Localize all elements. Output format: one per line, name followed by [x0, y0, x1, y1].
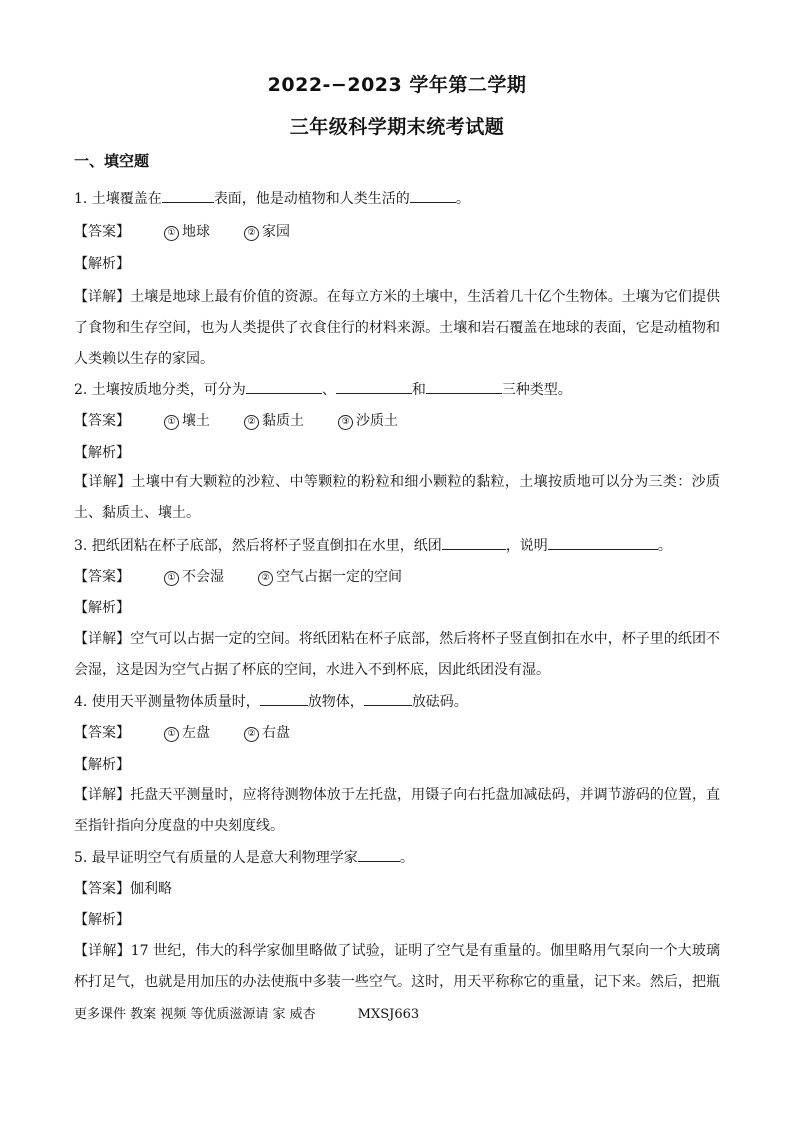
analysis-label: 【解析】 — [74, 600, 130, 616]
answer-item: ① 不会湿 — [164, 567, 224, 587]
question-1: 1. 土壤覆盖在 表面，他是动植物和人类生活的 。 — [74, 188, 470, 209]
answer-item: ① 地球 — [164, 222, 210, 242]
blank — [426, 379, 502, 394]
blank — [246, 379, 322, 394]
section-heading: 一、填空题 — [74, 152, 150, 170]
question-4: 4. 使用天平测量物体质量时， 放物体， 放砝码。 — [74, 691, 468, 712]
blank — [336, 379, 412, 394]
detail-4: 【详解】托盘天平测量时，应将待测物体放于左托盘，用镊子向右托盘加减砝码，并调节游码的位置，直至指针指向分度盘的中央刻度线。 — [74, 787, 721, 834]
detail-3: 【详解】空气可以占据一定的空间。将纸团粘在杯子底部，然后将杯子竖直倒扣在水中，杯子里的纸团不会湿，这是因为空气占据了杯底的空间，水进入不到杯底，因此纸团没有湿。 — [74, 631, 721, 678]
blank — [364, 691, 412, 706]
detail-1: 【详解】土壤是地球上最有价值的资源。在每立方米的土壤中，生活着几十亿个生物体。土壤为它们提供了食物和生存空间，也为人类提供了衣食住行的材料来源。土壤和岩石覆盖在地球的表面，它是动植物和人类赖以生存的家园。 — [74, 289, 721, 367]
detail-2: 【详解】土壤中有大颗粒的沙粒、中等颗粒的粉粒和细小颗粒的黏粒，土壤按质地可以分为三类：沙质土、黏质土、壤土。 — [74, 474, 721, 521]
question-2: 2. 土壤按质地分类，可分为 、 和 三种类型。 — [74, 379, 572, 400]
analysis-label: 【解析】 — [74, 256, 130, 272]
blank — [548, 535, 658, 550]
answer-item: ② 家园 — [244, 222, 290, 242]
answer-line-2 — [74, 411, 398, 431]
answer-line-4 — [74, 723, 290, 743]
exam-title: 三年级科学期末统考试题 — [289, 116, 505, 138]
analysis-label: 【解析】 — [74, 757, 130, 773]
answer-label: 【答案】 — [74, 413, 130, 429]
detail-5: 【详解】17 世纪，伟大的科学家伽里略做了试验，证明了空气是有重量的。伽里略用气泵向一个大玻璃杯打足气，也就是用加压的办法使瓶中多装一些空气。这时，用天平称称它的重量，记下来。然后，把瓶 — [74, 943, 720, 990]
answer-label: 【答案】 — [74, 224, 130, 240]
answer-item: ② 黏质土 — [244, 411, 304, 431]
answer-item: ② 右盘 — [244, 723, 290, 743]
answer-item: ③ 沙质土 — [338, 411, 398, 431]
analysis-label: 【解析】 — [74, 445, 130, 461]
blank — [410, 188, 456, 203]
question-5: 5. 最早证明空气有质量的人是意大利物理学家 。 — [74, 847, 414, 868]
exam-year-title: 2022-−2023 学年第二学期 — [267, 74, 527, 96]
answer-label: 【答案】 — [74, 569, 130, 585]
answer-item: ① 左盘 — [164, 723, 210, 743]
answer-line-5: 【答案】伽利略 — [74, 881, 172, 897]
answer-label: 【答案】 — [74, 881, 130, 897]
answer-item: ② 空气占据一定的空间 — [258, 567, 402, 587]
analysis-label: 【解析】 — [74, 912, 130, 928]
answer-line-3 — [74, 567, 402, 587]
question-3: 3. 把纸团粘在杯子底部，然后将杯子竖直倒扣在水里，纸团 ，说明 。 — [74, 535, 672, 556]
answer-line-1 — [74, 222, 290, 242]
blank — [442, 535, 506, 550]
blank — [260, 691, 308, 706]
answer-item: ① 壤土 — [164, 411, 210, 431]
answer-label: 【答案】 — [74, 725, 130, 741]
blank — [162, 188, 214, 203]
blank — [358, 847, 400, 862]
footer-watermark: 更多课件 教案 视频 等优质滋源请 家 威杏 MXSJ663 — [74, 1007, 420, 1022]
